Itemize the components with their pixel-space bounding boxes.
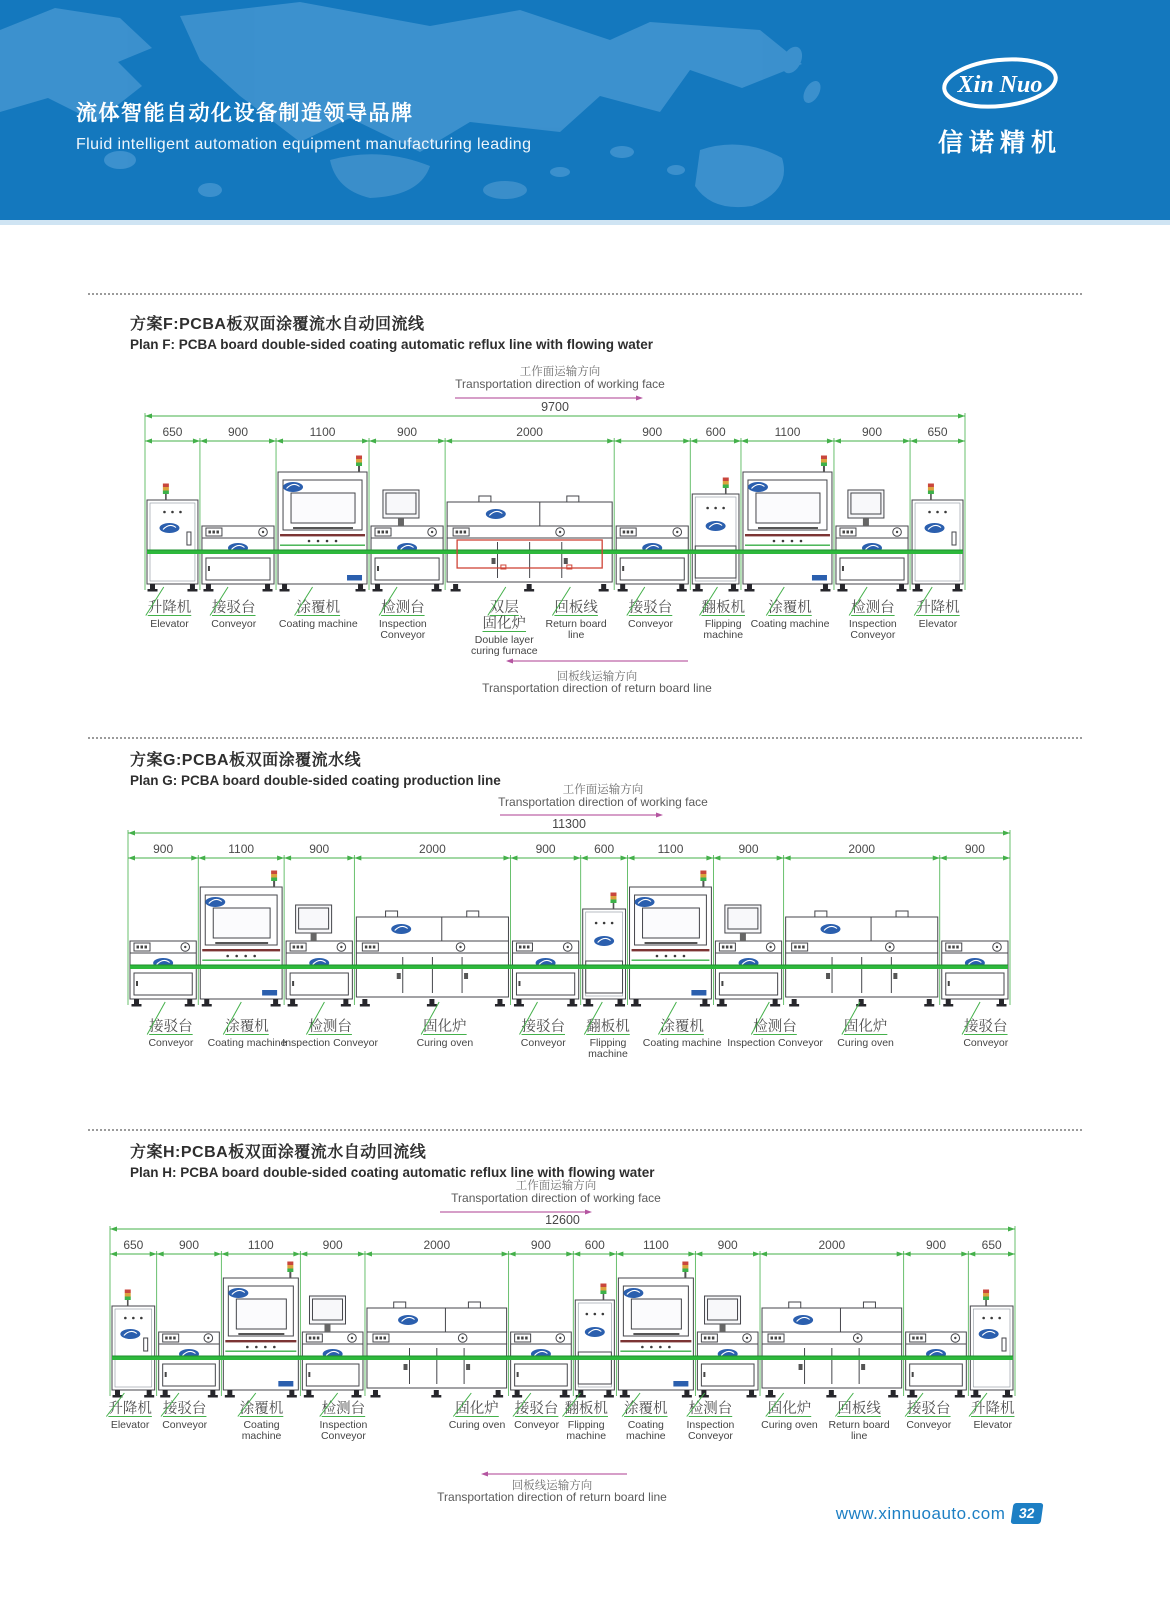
machine-label bbox=[519, 1002, 566, 1049]
page-footer bbox=[836, 1503, 1042, 1524]
svg-text:升降机: 升降机 bbox=[970, 1401, 1015, 1417]
plan-F-diagram bbox=[145, 364, 965, 695]
machine-coating bbox=[618, 1262, 693, 1398]
company-logo bbox=[920, 52, 1080, 159]
machine-label bbox=[969, 1393, 1015, 1431]
svg-text:2000: 2000 bbox=[848, 842, 876, 856]
svg-text:Conveyor: Conveyor bbox=[687, 1430, 733, 1442]
svg-text:接驳台: 接驳台 bbox=[628, 600, 673, 616]
machine-inspection bbox=[371, 490, 443, 592]
svg-text:回板线运输方向: 回板线运输方向 bbox=[556, 671, 638, 683]
svg-text:600: 600 bbox=[584, 1238, 605, 1252]
machine-label bbox=[584, 1002, 630, 1060]
svg-text:接驳台: 接驳台 bbox=[907, 1401, 951, 1417]
machine-label bbox=[379, 587, 427, 641]
svg-text:machine: machine bbox=[566, 1430, 607, 1442]
svg-text:Curing oven: Curing oven bbox=[448, 1419, 506, 1431]
svg-text:line: line bbox=[850, 1430, 868, 1442]
machine-cabinet bbox=[692, 478, 739, 592]
svg-text:Conveyor: Conveyor bbox=[211, 618, 257, 630]
logo-text-en: Xin Nuo bbox=[957, 72, 1043, 98]
svg-text:固化炉: 固化炉 bbox=[482, 616, 527, 632]
svg-text:Coating machine: Coating machine bbox=[207, 1037, 287, 1049]
svg-text:line: line bbox=[567, 629, 585, 641]
plan-H-diagram bbox=[106, 1178, 1015, 1504]
svg-text:Flipping: Flipping bbox=[704, 618, 742, 630]
svg-text:涂覆机: 涂覆机 bbox=[624, 1401, 668, 1417]
svg-text:Curing oven: Curing oven bbox=[837, 1037, 894, 1049]
svg-text:Double layer: Double layer bbox=[474, 634, 534, 646]
plan-title-zh: 方案F:PCBA板双面涂覆流水自动回流线 bbox=[130, 316, 425, 333]
machine-label bbox=[471, 587, 538, 657]
machine-label bbox=[751, 587, 830, 630]
tagline-zh: 流体智能自动化设备制造领导品牌 bbox=[76, 102, 414, 125]
header-tagline bbox=[76, 97, 531, 154]
svg-text:Coating machine: Coating machine bbox=[750, 618, 830, 630]
machine-label bbox=[417, 1002, 474, 1049]
plan-g-title bbox=[130, 747, 501, 788]
svg-text:2000: 2000 bbox=[423, 1238, 451, 1252]
svg-text:接驳台: 接驳台 bbox=[162, 1401, 207, 1417]
svg-text:Conveyor: Conveyor bbox=[520, 1037, 566, 1049]
svg-text:Conveyor: Conveyor bbox=[514, 1419, 560, 1431]
svg-text:900: 900 bbox=[642, 425, 663, 439]
svg-text:检测台: 检测台 bbox=[688, 1401, 733, 1417]
svg-text:固化炉: 固化炉 bbox=[843, 1019, 888, 1035]
svg-text:回板线: 回板线 bbox=[554, 600, 598, 616]
svg-text:工作面运输方向: 工作面运输方向 bbox=[519, 366, 601, 378]
machine-inspection bbox=[302, 1296, 363, 1398]
svg-text:Coating: Coating bbox=[627, 1419, 664, 1431]
machine-oven_double bbox=[447, 496, 612, 592]
machine-conveyor bbox=[942, 941, 1008, 1007]
svg-text:Inspection Conveyor: Inspection Conveyor bbox=[727, 1037, 823, 1049]
svg-text:600: 600 bbox=[594, 842, 615, 856]
svg-text:machine: machine bbox=[625, 1430, 666, 1442]
svg-text:Conveyor: Conveyor bbox=[906, 1419, 952, 1431]
svg-text:900: 900 bbox=[309, 842, 330, 856]
svg-text:9700: 9700 bbox=[541, 400, 569, 414]
machine-label bbox=[282, 1002, 378, 1049]
machine-elevator bbox=[912, 484, 963, 592]
svg-text:涂覆机: 涂覆机 bbox=[296, 600, 341, 616]
svg-text:1100: 1100 bbox=[309, 425, 336, 439]
svg-text:1100: 1100 bbox=[642, 1238, 669, 1252]
svg-text:1100: 1100 bbox=[774, 425, 801, 439]
svg-text:Conveyor: Conveyor bbox=[963, 1037, 1009, 1049]
machine-conveyor bbox=[511, 1332, 572, 1398]
svg-text:650: 650 bbox=[981, 1238, 1002, 1252]
svg-text:固化炉: 固化炉 bbox=[767, 1401, 812, 1417]
plan-title-en: Plan H: PCBA board double-sided coating automatic reflux line with flowing water bbox=[130, 1165, 655, 1180]
svg-text:900: 900 bbox=[178, 1238, 200, 1252]
machine-label bbox=[513, 1393, 560, 1431]
machine-label bbox=[761, 1393, 818, 1431]
machine-inspection bbox=[286, 905, 352, 1007]
svg-text:600: 600 bbox=[705, 425, 726, 439]
svg-text:检测台: 检测台 bbox=[851, 600, 895, 616]
machine-label bbox=[147, 1002, 194, 1049]
svg-text:涂覆机: 涂覆机 bbox=[225, 1019, 269, 1035]
svg-text:900: 900 bbox=[925, 1238, 947, 1252]
svg-text:2000: 2000 bbox=[818, 1238, 846, 1252]
svg-text:接驳台: 接驳台 bbox=[149, 1019, 193, 1035]
svg-text:900: 900 bbox=[530, 1238, 551, 1252]
svg-text:Coating machine: Coating machine bbox=[278, 618, 358, 630]
logo-swoosh-icon bbox=[920, 52, 1080, 114]
machine-conveyor bbox=[512, 941, 578, 1007]
svg-text:工作面运输方向: 工作面运输方向 bbox=[562, 784, 644, 796]
machine-coating bbox=[223, 1262, 298, 1398]
svg-text:Conveyor: Conveyor bbox=[148, 1037, 194, 1049]
machine-label bbox=[905, 1393, 952, 1431]
svg-text:回板线运输方向: 回板线运输方向 bbox=[511, 1480, 593, 1492]
svg-text:Inspection: Inspection bbox=[848, 618, 897, 630]
machine-oven bbox=[356, 911, 508, 1007]
machine-oven bbox=[786, 911, 938, 1007]
svg-text:Inspection: Inspection bbox=[686, 1419, 735, 1431]
svg-text:900: 900 bbox=[153, 842, 174, 856]
machine-label bbox=[238, 1393, 284, 1442]
svg-text:升降机: 升降机 bbox=[916, 600, 960, 616]
logo-text-zh: 信诺精机 bbox=[937, 129, 1062, 157]
machine-coating bbox=[743, 456, 832, 592]
machine-label bbox=[210, 587, 257, 630]
svg-text:Return board: Return board bbox=[545, 618, 607, 630]
machine-label bbox=[849, 587, 897, 641]
svg-text:900: 900 bbox=[738, 842, 759, 856]
machine-elevator bbox=[970, 1290, 1013, 1398]
svg-text:650: 650 bbox=[927, 425, 948, 439]
svg-text:检测台: 检测台 bbox=[381, 600, 425, 616]
machine-label bbox=[627, 587, 674, 630]
plan-title-zh: 方案G:PCBA板双面涂覆流水线 bbox=[130, 752, 362, 769]
svg-text:Flipping: Flipping bbox=[567, 1419, 605, 1431]
svg-text:升降机: 升降机 bbox=[147, 600, 192, 616]
machine-label bbox=[837, 1002, 894, 1049]
svg-text:涂覆机: 涂覆机 bbox=[239, 1401, 284, 1417]
plan-title-zh: 方案H:PCBA板双面涂覆流水自动回流线 bbox=[130, 1144, 427, 1161]
svg-text:Conveyor: Conveyor bbox=[850, 629, 896, 641]
svg-text:1100: 1100 bbox=[247, 1238, 274, 1252]
svg-text:1100: 1100 bbox=[228, 842, 255, 856]
svg-text:Inspection Conveyor: Inspection Conveyor bbox=[282, 1037, 379, 1049]
svg-text:650: 650 bbox=[123, 1238, 144, 1252]
svg-text:Conveyor: Conveyor bbox=[162, 1419, 208, 1431]
svg-text:Curing oven: Curing oven bbox=[416, 1037, 474, 1049]
machine-inspection bbox=[697, 1296, 758, 1398]
machine-inspection bbox=[836, 490, 908, 592]
svg-text:Transportation direction of wo: Transportation direction of working face bbox=[455, 377, 665, 391]
svg-text:11300: 11300 bbox=[552, 817, 586, 831]
svg-text:900: 900 bbox=[535, 842, 556, 856]
machine-conveyor bbox=[616, 526, 688, 592]
svg-text:翻板机: 翻板机 bbox=[564, 1401, 608, 1417]
svg-text:回板线: 回板线 bbox=[837, 1401, 881, 1417]
svg-text:curing furnace: curing furnace bbox=[471, 645, 538, 657]
svg-text:检测台: 检测台 bbox=[753, 1019, 797, 1035]
svg-text:Transportation direction of wo: Transportation direction of working face bbox=[451, 1191, 661, 1205]
svg-text:Inspection: Inspection bbox=[319, 1419, 368, 1431]
svg-text:接驳台: 接驳台 bbox=[964, 1019, 1008, 1035]
svg-text:翻板机: 翻板机 bbox=[701, 600, 745, 616]
svg-text:machine: machine bbox=[703, 629, 744, 641]
machine-label bbox=[208, 1002, 287, 1049]
plan-f-title bbox=[130, 311, 653, 352]
svg-text:检测台: 检测台 bbox=[321, 1401, 366, 1417]
machine-label bbox=[828, 1393, 889, 1442]
machine-label bbox=[279, 587, 358, 630]
machine-label bbox=[449, 1393, 506, 1431]
svg-text:Return board: Return board bbox=[828, 1419, 890, 1431]
svg-text:涂覆机: 涂覆机 bbox=[768, 600, 812, 616]
plan-title-en: Plan F: PCBA board double-sided coating automatic reflux line with flowing water bbox=[130, 337, 654, 352]
svg-text:900: 900 bbox=[322, 1238, 343, 1252]
svg-text:固化炉: 固化炉 bbox=[423, 1019, 467, 1035]
svg-text:工作面运输方向: 工作面运输方向 bbox=[515, 1180, 597, 1192]
website-link[interactable]: www.xinnuoauto.com bbox=[835, 1503, 1006, 1523]
machine-label bbox=[161, 1393, 208, 1431]
machine-oven bbox=[367, 1302, 507, 1398]
machine-label bbox=[562, 1393, 608, 1442]
machine-conveyor bbox=[906, 1332, 967, 1398]
svg-text:涂覆机: 涂覆机 bbox=[660, 1019, 704, 1035]
svg-text:接驳台: 接驳台 bbox=[514, 1401, 559, 1417]
svg-text:Conveyor: Conveyor bbox=[380, 629, 426, 641]
svg-text:接驳台: 接驳台 bbox=[212, 600, 256, 616]
svg-text:900: 900 bbox=[861, 425, 883, 439]
machine-label bbox=[727, 1002, 823, 1049]
svg-text:900: 900 bbox=[227, 425, 249, 439]
machine-coating bbox=[200, 871, 282, 1007]
machine-label bbox=[687, 1393, 735, 1442]
svg-text:12600: 12600 bbox=[545, 1213, 580, 1227]
machine-label bbox=[146, 587, 192, 630]
plan-h-title bbox=[130, 1139, 655, 1180]
machine-conveyor bbox=[130, 941, 196, 1007]
machine-cabinet bbox=[583, 893, 626, 1007]
plan-title-en: Plan G: PCBA board double-sided coating production line bbox=[130, 773, 501, 788]
svg-text:Inspection: Inspection bbox=[378, 618, 427, 630]
machine-inspection bbox=[715, 905, 781, 1007]
tagline-en: Fluid intelligent automation equipment manufacturing leading bbox=[76, 136, 532, 153]
svg-text:Elevator: Elevator bbox=[973, 1419, 1012, 1431]
svg-text:650: 650 bbox=[162, 425, 183, 439]
svg-text:Flipping: Flipping bbox=[589, 1037, 627, 1049]
machine-conveyor bbox=[159, 1332, 220, 1398]
machine-oven bbox=[762, 1302, 902, 1398]
svg-text:Transportation direction of re: Transportation direction of return board line bbox=[482, 681, 712, 695]
machine-elevator bbox=[147, 484, 198, 592]
plan-G-diagram bbox=[128, 782, 1010, 1060]
svg-text:Coating machine: Coating machine bbox=[642, 1037, 722, 1049]
svg-text:900: 900 bbox=[964, 842, 985, 856]
svg-text:Elevator: Elevator bbox=[150, 618, 189, 630]
machine-label bbox=[319, 1393, 367, 1442]
svg-text:Transportation direction of wo: Transportation direction of working face bbox=[498, 795, 708, 809]
svg-text:900: 900 bbox=[717, 1238, 738, 1252]
svg-text:升降机: 升降机 bbox=[108, 1401, 152, 1417]
machine-label bbox=[962, 1002, 1009, 1049]
machine-coating bbox=[278, 456, 367, 592]
svg-text:Coating: Coating bbox=[243, 1419, 280, 1431]
svg-text:Conveyor: Conveyor bbox=[320, 1430, 366, 1442]
machine-cabinet bbox=[575, 1284, 614, 1398]
svg-text:900: 900 bbox=[397, 425, 418, 439]
machine-label bbox=[545, 587, 606, 641]
machine-label bbox=[699, 587, 745, 641]
svg-text:Conveyor: Conveyor bbox=[628, 618, 674, 630]
svg-text:翻板机: 翻板机 bbox=[586, 1019, 630, 1035]
svg-text:machine: machine bbox=[588, 1048, 628, 1060]
svg-text:Elevator: Elevator bbox=[918, 618, 958, 630]
svg-text:Curing oven: Curing oven bbox=[761, 1419, 818, 1431]
machine-conveyor bbox=[202, 526, 274, 592]
svg-text:双层: 双层 bbox=[489, 600, 519, 616]
machine-coating bbox=[630, 871, 712, 1007]
page-number-badge: 32 bbox=[1011, 1503, 1044, 1524]
machine-label bbox=[622, 1393, 668, 1442]
svg-text:固化炉: 固化炉 bbox=[455, 1401, 499, 1417]
svg-text:1100: 1100 bbox=[657, 842, 684, 856]
svg-text:检测台: 检测台 bbox=[308, 1019, 352, 1035]
svg-text:2000: 2000 bbox=[419, 842, 446, 856]
machine-elevator bbox=[112, 1290, 155, 1398]
machine-label bbox=[643, 1002, 722, 1049]
svg-text:接驳台: 接驳台 bbox=[521, 1019, 565, 1035]
svg-text:2000: 2000 bbox=[516, 425, 543, 439]
svg-text:machine: machine bbox=[241, 1430, 282, 1442]
machine-label bbox=[914, 587, 960, 630]
machine-label bbox=[106, 1393, 152, 1431]
svg-text:Transportation direction of re: Transportation direction of return board line bbox=[437, 1490, 667, 1504]
svg-text:Elevator: Elevator bbox=[110, 1419, 150, 1431]
